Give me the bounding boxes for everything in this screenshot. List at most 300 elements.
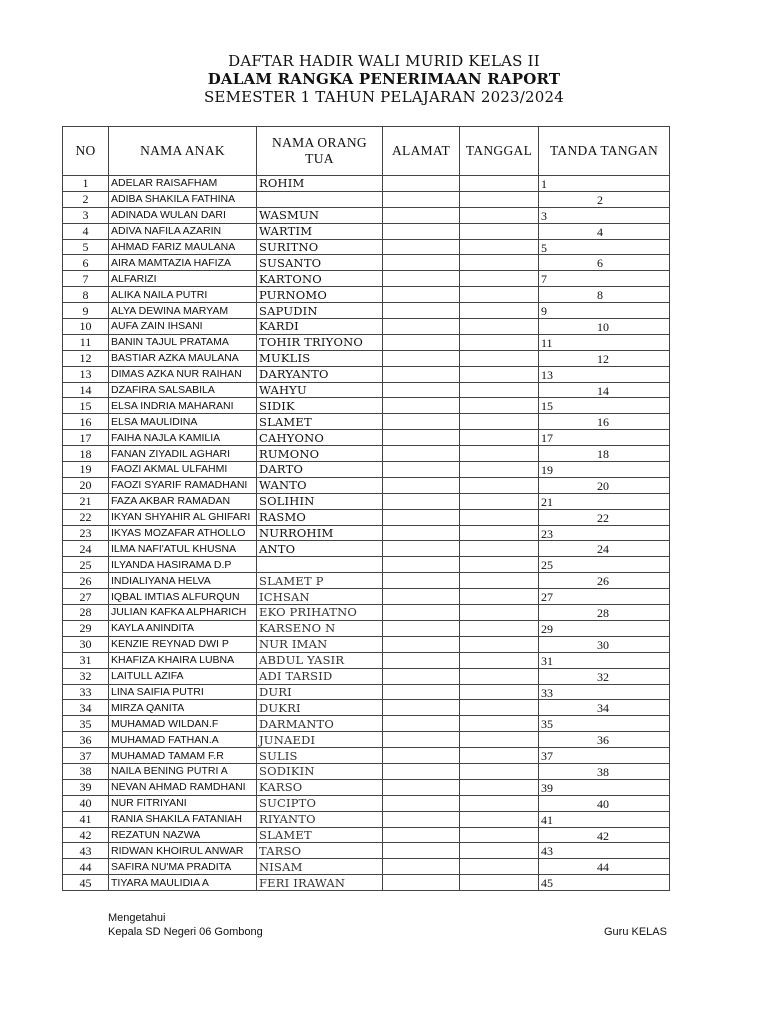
table-row — [63, 811, 670, 827]
title-line-3: SEMESTER 1 TAHUN PELAJARAN 2023/2024 — [203, 88, 565, 106]
cell-nama-anak: ELSA INDRIA MAHARANI — [109, 398, 257, 414]
cell-no: 17 — [63, 430, 109, 446]
cell-tanggal — [460, 223, 539, 239]
table-row — [63, 589, 670, 605]
cell-tanda-tangan — [539, 239, 670, 255]
signature-number: 38 — [597, 764, 609, 779]
cell-no: 12 — [63, 350, 109, 366]
cell-alamat — [383, 398, 460, 414]
table-row — [63, 207, 670, 223]
cell-nama-orang-tua: SURITNO — [257, 239, 383, 255]
cell-no: 4 — [63, 223, 109, 239]
signature-number: 9 — [541, 304, 547, 319]
cell-no: 45 — [63, 875, 109, 891]
header-no: NO — [63, 127, 109, 176]
cell-nama-orang-tua: WARTIM — [257, 223, 383, 239]
cell-nama-anak: KAYLA ANINDITA — [109, 620, 257, 636]
cell-alamat — [383, 811, 460, 827]
cell-tanda-tangan — [539, 636, 670, 652]
cell-alamat — [383, 636, 460, 652]
cell-no: 37 — [63, 748, 109, 764]
cell-nama-anak: FANAN ZIYADIL AGHARI — [109, 446, 257, 462]
cell-nama-anak: FAOZI SYARIF RAMADHANI — [109, 477, 257, 493]
cell-no: 2 — [63, 191, 109, 207]
document-title — [0, 52, 768, 106]
cell-nama-anak: SAFIRA NU'MA PRADITA — [109, 859, 257, 875]
cell-nama-orang-tua: CAHYONO — [257, 430, 383, 446]
cell-nama-anak: IKYAS MOZAFAR ATHOLLO — [109, 525, 257, 541]
cell-tanda-tangan — [539, 795, 670, 811]
cell-nama-orang-tua: SAPUDIN — [257, 303, 383, 319]
cell-nama-orang-tua: SULIS — [257, 748, 383, 764]
table-row — [63, 430, 670, 446]
table-row — [63, 446, 670, 462]
signature-number: 29 — [541, 621, 553, 636]
cell-no: 11 — [63, 334, 109, 350]
cell-tanda-tangan — [539, 605, 670, 621]
cell-no: 7 — [63, 271, 109, 287]
cell-tanda-tangan — [539, 398, 670, 414]
cell-no: 39 — [63, 779, 109, 795]
table-row — [63, 366, 670, 382]
table-row — [63, 716, 670, 732]
cell-alamat — [383, 652, 460, 668]
cell-nama-anak: MUHAMAD FATHAN.A — [109, 732, 257, 748]
cell-alamat — [383, 509, 460, 525]
cell-nama-orang-tua: SLAMET P — [257, 573, 383, 589]
cell-nama-orang-tua — [257, 557, 383, 573]
cell-tanda-tangan — [539, 525, 670, 541]
cell-no: 21 — [63, 493, 109, 509]
cell-no: 16 — [63, 414, 109, 430]
cell-alamat — [383, 303, 460, 319]
cell-tanggal — [460, 176, 539, 192]
cell-tanda-tangan — [539, 811, 670, 827]
cell-nama-orang-tua: EKO PRIHATNO — [257, 605, 383, 621]
cell-nama-orang-tua: RASMO — [257, 509, 383, 525]
cell-no: 27 — [63, 589, 109, 605]
table-row — [63, 827, 670, 843]
cell-tanda-tangan — [539, 223, 670, 239]
cell-tanda-tangan — [539, 287, 670, 303]
table-row — [63, 573, 670, 589]
cell-alamat — [383, 271, 460, 287]
cell-nama-anak: KHAFIZA KHAIRA LUBNA — [109, 652, 257, 668]
table-row — [63, 779, 670, 795]
signature-number: 19 — [541, 463, 553, 478]
cell-tanggal — [460, 366, 539, 382]
signature-number: 21 — [541, 494, 553, 509]
cell-alamat — [383, 795, 460, 811]
cell-tanda-tangan — [539, 477, 670, 493]
cell-nama-orang-tua: WAHYU — [257, 382, 383, 398]
cell-nama-orang-tua: ABDUL YASIR — [257, 652, 383, 668]
cell-tanggal — [460, 446, 539, 462]
table-row — [63, 732, 670, 748]
cell-alamat — [383, 541, 460, 557]
signature-number: 5 — [541, 240, 547, 255]
cell-alamat — [383, 732, 460, 748]
header-nama-orang-tua: NAMA ORANG TUA — [257, 127, 383, 176]
cell-alamat — [383, 462, 460, 478]
signature-number: 17 — [541, 431, 553, 446]
cell-alamat — [383, 573, 460, 589]
table-row — [63, 875, 670, 891]
cell-nama-orang-tua: ANTO — [257, 541, 383, 557]
signature-number: 35 — [541, 717, 553, 732]
table-row — [63, 319, 670, 335]
cell-tanggal — [460, 859, 539, 875]
cell-no: 20 — [63, 477, 109, 493]
signature-number: 14 — [597, 383, 609, 398]
signature-number: 39 — [541, 780, 553, 795]
signature-number: 12 — [597, 351, 609, 366]
cell-tanggal — [460, 795, 539, 811]
cell-alamat — [383, 859, 460, 875]
cell-tanda-tangan — [539, 716, 670, 732]
cell-tanggal — [460, 350, 539, 366]
cell-tanggal — [460, 732, 539, 748]
signature-number: 43 — [541, 844, 553, 859]
cell-tanggal — [460, 462, 539, 478]
cell-nama-anak: ADIVA NAFILA AZARIN — [109, 223, 257, 239]
cell-nama-anak: FAZA AKBAR RAMADAN — [109, 493, 257, 509]
cell-nama-orang-tua: ADI TARSID — [257, 668, 383, 684]
cell-tanggal — [460, 589, 539, 605]
signature-number: 37 — [541, 749, 553, 764]
cell-nama-orang-tua: NISAM — [257, 859, 383, 875]
cell-nama-anak: ADINADA WULAN DARI — [109, 207, 257, 223]
signature-number: 27 — [541, 590, 553, 605]
cell-nama-orang-tua: WANTO — [257, 477, 383, 493]
footer-mengetahui: Mengetahui — [108, 912, 166, 924]
cell-nama-orang-tua: ICHSAN — [257, 589, 383, 605]
cell-no: 41 — [63, 811, 109, 827]
cell-tanggal — [460, 811, 539, 827]
signature-number: 44 — [597, 860, 609, 875]
signature-number: 45 — [541, 876, 553, 891]
cell-nama-anak: FAIHA NAJLA KAMILIA — [109, 430, 257, 446]
cell-alamat — [383, 716, 460, 732]
cell-nama-anak: MUHAMAD WILDAN.F — [109, 716, 257, 732]
signature-number: 22 — [597, 510, 609, 525]
cell-tanggal — [460, 636, 539, 652]
cell-tanda-tangan — [539, 255, 670, 271]
cell-tanda-tangan — [539, 652, 670, 668]
cell-no: 29 — [63, 620, 109, 636]
cell-tanggal — [460, 827, 539, 843]
signature-number: 42 — [597, 828, 609, 843]
cell-nama-anak: BASTIAR AZKA MAULANA — [109, 350, 257, 366]
cell-tanda-tangan — [539, 350, 670, 366]
cell-nama-anak: ADELAR RAISAFHAM — [109, 176, 257, 192]
title-line-2: DALAM RANGKA PENERIMAAN RAPORT — [207, 70, 561, 88]
cell-tanda-tangan — [539, 509, 670, 525]
cell-nama-orang-tua: SUSANTO — [257, 255, 383, 271]
cell-nama-anak: ALIKA NAILA PUTRI — [109, 287, 257, 303]
cell-tanggal — [460, 684, 539, 700]
table-row — [63, 239, 670, 255]
cell-no: 14 — [63, 382, 109, 398]
footer-guru-kelas: Guru KELAS — [604, 926, 667, 938]
cell-nama-anak: NAILA BENING PUTRI A — [109, 763, 257, 779]
cell-nama-orang-tua: DARYANTO — [257, 366, 383, 382]
cell-nama-orang-tua: TOHIR TRIYONO — [257, 334, 383, 350]
cell-nama-orang-tua: FERI IRAWAN — [257, 875, 383, 891]
cell-nama-orang-tua: DARMANTO — [257, 716, 383, 732]
cell-nama-orang-tua: PURNOMO — [257, 287, 383, 303]
cell-no: 32 — [63, 668, 109, 684]
cell-no: 5 — [63, 239, 109, 255]
cell-tanda-tangan — [539, 319, 670, 335]
signature-number: 11 — [541, 335, 553, 350]
cell-alamat — [383, 382, 460, 398]
cell-no: 42 — [63, 827, 109, 843]
cell-no: 36 — [63, 732, 109, 748]
cell-alamat — [383, 748, 460, 764]
cell-no: 26 — [63, 573, 109, 589]
header-alamat: ALAMAT — [383, 127, 460, 176]
cell-nama-orang-tua: DARTO — [257, 462, 383, 478]
cell-nama-anak: BANIN TAJUL PRATAMA — [109, 334, 257, 350]
cell-tanda-tangan — [539, 382, 670, 398]
cell-nama-orang-tua: NURROHIM — [257, 525, 383, 541]
cell-tanda-tangan — [539, 366, 670, 382]
cell-no: 3 — [63, 207, 109, 223]
cell-alamat — [383, 176, 460, 192]
cell-tanggal — [460, 875, 539, 891]
cell-no: 28 — [63, 605, 109, 621]
cell-tanda-tangan — [539, 557, 670, 573]
cell-no: 10 — [63, 319, 109, 335]
cell-tanggal — [460, 652, 539, 668]
signature-number: 8 — [597, 288, 603, 303]
cell-nama-orang-tua: WASMUN — [257, 207, 383, 223]
cell-tanda-tangan — [539, 303, 670, 319]
cell-nama-anak: ADIBA SHAKILA FATHINA — [109, 191, 257, 207]
table-row — [63, 414, 670, 430]
cell-tanggal — [460, 319, 539, 335]
cell-alamat — [383, 350, 460, 366]
cell-no: 38 — [63, 763, 109, 779]
cell-tanda-tangan — [539, 271, 670, 287]
signature-number: 10 — [597, 320, 609, 335]
cell-alamat — [383, 319, 460, 335]
signature-number: 23 — [541, 526, 553, 541]
table-row — [63, 287, 670, 303]
cell-tanggal — [460, 493, 539, 509]
cell-tanda-tangan — [539, 430, 670, 446]
cell-nama-anak: NUR FITRIYANI — [109, 795, 257, 811]
table-row — [63, 493, 670, 509]
cell-no: 25 — [63, 557, 109, 573]
cell-nama-anak: ILMA NAFI'ATUL KHUSNA — [109, 541, 257, 557]
cell-tanggal — [460, 287, 539, 303]
signature-number: 18 — [597, 447, 609, 462]
cell-tanggal — [460, 382, 539, 398]
table-row — [63, 525, 670, 541]
cell-alamat — [383, 477, 460, 493]
cell-tanda-tangan — [539, 207, 670, 223]
cell-tanda-tangan — [539, 446, 670, 462]
cell-tanda-tangan — [539, 684, 670, 700]
cell-alamat — [383, 700, 460, 716]
cell-no: 24 — [63, 541, 109, 557]
cell-tanggal — [460, 557, 539, 573]
table-row — [63, 176, 670, 192]
cell-alamat — [383, 207, 460, 223]
cell-alamat — [383, 239, 460, 255]
table-row — [63, 636, 670, 652]
cell-nama-anak: MIRZA QANITA — [109, 700, 257, 716]
signature-number: 16 — [597, 415, 609, 430]
cell-no: 30 — [63, 636, 109, 652]
cell-tanggal — [460, 525, 539, 541]
table-row — [63, 605, 670, 621]
cell-tanda-tangan — [539, 589, 670, 605]
signature-number: 26 — [597, 574, 609, 589]
signature-number: 25 — [541, 558, 553, 573]
cell-nama-anak: MUHAMAD TAMAM F.R — [109, 748, 257, 764]
cell-alamat — [383, 557, 460, 573]
table-row — [63, 191, 670, 207]
cell-tanda-tangan — [539, 462, 670, 478]
cell-nama-anak: INDIALIYANA HELVA — [109, 573, 257, 589]
cell-tanggal — [460, 541, 539, 557]
cell-tanggal — [460, 605, 539, 621]
cell-tanggal — [460, 668, 539, 684]
cell-tanda-tangan — [539, 779, 670, 795]
table-row — [63, 223, 670, 239]
cell-tanggal — [460, 779, 539, 795]
table-body — [63, 176, 670, 891]
table-row — [63, 843, 670, 859]
cell-nama-anak: ALYA DEWINA MARYAM — [109, 303, 257, 319]
cell-tanggal — [460, 334, 539, 350]
cell-tanggal — [460, 191, 539, 207]
cell-nama-orang-tua: NUR IMAN — [257, 636, 383, 652]
cell-tanggal — [460, 398, 539, 414]
cell-alamat — [383, 366, 460, 382]
cell-nama-anak: REZATUN NAZWA — [109, 827, 257, 843]
cell-no: 18 — [63, 446, 109, 462]
cell-no: 6 — [63, 255, 109, 271]
signature-number: 3 — [541, 208, 547, 223]
cell-nama-anak: ILYANDA HASIRAMA D.P — [109, 557, 257, 573]
cell-tanggal — [460, 207, 539, 223]
cell-no: 13 — [63, 366, 109, 382]
cell-nama-orang-tua: DURI — [257, 684, 383, 700]
cell-no: 43 — [63, 843, 109, 859]
table-row — [63, 303, 670, 319]
table-row — [63, 382, 670, 398]
cell-no: 1 — [63, 176, 109, 192]
cell-nama-orang-tua: SIDIK — [257, 398, 383, 414]
cell-alamat — [383, 605, 460, 621]
cell-tanggal — [460, 620, 539, 636]
cell-tanggal — [460, 763, 539, 779]
cell-nama-orang-tua: TARSO — [257, 843, 383, 859]
cell-alamat — [383, 843, 460, 859]
cell-nama-anak: JULIAN KAFKA ALPHARICH — [109, 605, 257, 621]
signature-number: 28 — [597, 606, 609, 621]
cell-no: 34 — [63, 700, 109, 716]
table-row — [63, 334, 670, 350]
signature-number: 6 — [597, 256, 603, 271]
table-row — [63, 748, 670, 764]
signature-number: 31 — [541, 653, 553, 668]
cell-nama-anak: NEVAN AHMAD RAMDHANI — [109, 779, 257, 795]
cell-tanggal — [460, 843, 539, 859]
cell-no: 15 — [63, 398, 109, 414]
cell-nama-orang-tua: SODIKIN — [257, 763, 383, 779]
cell-tanda-tangan — [539, 827, 670, 843]
cell-tanda-tangan — [539, 541, 670, 557]
signature-number: 13 — [541, 367, 553, 382]
cell-no: 33 — [63, 684, 109, 700]
table-row — [63, 398, 670, 414]
signature-number: 32 — [597, 669, 609, 684]
cell-no: 44 — [63, 859, 109, 875]
cell-nama-anak: DIMAS AZKA NUR RAIHAN — [109, 366, 257, 382]
signature-number: 1 — [541, 177, 547, 191]
cell-alamat — [383, 255, 460, 271]
cell-nama-anak: RIDWAN KHOIRUL ANWAR — [109, 843, 257, 859]
cell-tanggal — [460, 716, 539, 732]
cell-nama-orang-tua: DUKRI — [257, 700, 383, 716]
table-row — [63, 620, 670, 636]
cell-alamat — [383, 827, 460, 843]
cell-tanda-tangan — [539, 859, 670, 875]
signature-number: 7 — [541, 272, 547, 287]
table-row — [63, 462, 670, 478]
cell-no: 31 — [63, 652, 109, 668]
cell-tanda-tangan — [539, 620, 670, 636]
cell-alamat — [383, 875, 460, 891]
header-nama-anak: NAMA ANAK — [109, 127, 257, 176]
cell-nama-anak: AHMAD FARIZ MAULANA — [109, 239, 257, 255]
cell-nama-orang-tua: KARTONO — [257, 271, 383, 287]
cell-alamat — [383, 668, 460, 684]
signature-number: 24 — [597, 542, 609, 557]
cell-nama-anak: IQBAL IMTIAS ALFURQUN — [109, 589, 257, 605]
table-row — [63, 509, 670, 525]
cell-nama-orang-tua: SLAMET — [257, 827, 383, 843]
cell-nama-anak: AIRA MAMTAZIA HAFIZA — [109, 255, 257, 271]
cell-alamat — [383, 446, 460, 462]
table-row — [63, 859, 670, 875]
cell-nama-orang-tua: MUKLIS — [257, 350, 383, 366]
cell-no: 8 — [63, 287, 109, 303]
cell-nama-orang-tua: KARSENO N — [257, 620, 383, 636]
cell-nama-orang-tua — [257, 191, 383, 207]
table-row — [63, 668, 670, 684]
signature-number: 15 — [541, 399, 553, 414]
cell-alamat — [383, 684, 460, 700]
table-row — [63, 541, 670, 557]
cell-nama-anak: ELSA MAULIDINA — [109, 414, 257, 430]
header-tanda-tangan: TANDA TANGAN — [539, 127, 670, 176]
cell-nama-orang-tua: JUNAEDI — [257, 732, 383, 748]
cell-nama-anak: ALFARIZI — [109, 271, 257, 287]
signature-number: 41 — [541, 812, 553, 827]
cell-tanda-tangan — [539, 748, 670, 764]
cell-tanggal — [460, 573, 539, 589]
table-row — [63, 795, 670, 811]
signature-number: 2 — [597, 192, 603, 207]
cell-tanggal — [460, 303, 539, 319]
cell-tanggal — [460, 271, 539, 287]
